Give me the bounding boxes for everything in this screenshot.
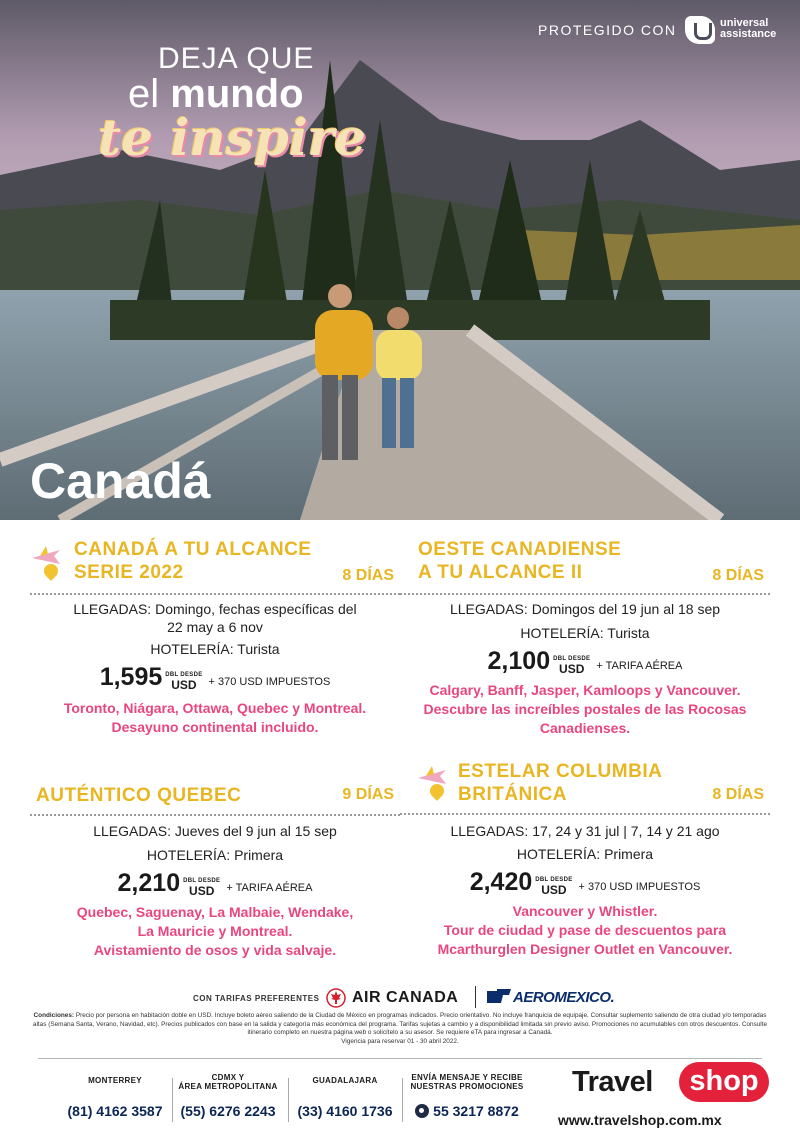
arrivals-line-2: 22 may a 6 nov — [167, 619, 263, 635]
hotel-label: HOTELERÍA: — [520, 625, 604, 641]
arrivals-text — [400, 822, 770, 840]
phone-number[interactable]: (33) 4160 1736 — [297, 1103, 393, 1119]
airline-separator — [475, 986, 476, 1008]
contact-label-line-1: MONTERREY — [88, 1076, 142, 1085]
destination-title: Canadá — [30, 453, 211, 509]
whatsapp-icon — [415, 1104, 429, 1118]
contact-monterrey[interactable] — [62, 1076, 168, 1119]
aeromexico-knight-icon — [487, 987, 513, 1005]
package-description — [30, 903, 400, 960]
contact-separator — [402, 1078, 403, 1122]
package-title-line-1: AUTÉNTICO QUEBEC — [36, 785, 242, 806]
divider — [30, 814, 400, 816]
whatsapp-number-text: 55 3217 8872 — [433, 1103, 519, 1119]
arrivals-line-1: 17, 24 y 31 jul | 7, 14 y 21 ago — [532, 823, 720, 839]
package-card-4[interactable] — [400, 760, 770, 960]
description-line: Toronto, Niágara, Ottawa, Quebec y Montreal. — [63, 700, 367, 716]
preferred-fares-label: CON TARIFAS PREFERENTES — [193, 994, 320, 1003]
description-line: Avistamiento de osos y vida salvaje. — [93, 942, 337, 958]
partner-line-1: universal — [720, 17, 769, 29]
package-days: 8 DÍAS — [712, 567, 764, 584]
hotel-category — [400, 845, 770, 863]
contact-label — [62, 1076, 168, 1096]
package-title — [418, 538, 621, 584]
tagline-line-2-bold: mundo — [170, 72, 304, 116]
package-days: 8 DÍAS — [712, 786, 764, 803]
package-description — [400, 902, 770, 959]
description-line: Quebec, Saguenay, La Malbaie, Wendake, — [76, 904, 354, 920]
divider — [400, 813, 770, 815]
package-title-line-2: A TU ALCANCE II — [418, 562, 583, 583]
description-line: La Mauricie y Montreal. — [137, 923, 293, 939]
package-days: 9 DÍAS — [342, 786, 394, 803]
contact-separator — [172, 1078, 173, 1122]
arrivals-line-1: Jueves del 9 jun al 15 sep — [174, 823, 337, 839]
hotel-label: HOTELERÍA: — [150, 641, 234, 657]
universal-assistance-wordmark — [720, 18, 790, 40]
currency-block — [553, 654, 590, 674]
currency: USD — [559, 662, 585, 676]
aeromexico-logo: AEROMEXICO. — [513, 989, 615, 1006]
contact-whatsapp[interactable] — [406, 1073, 528, 1119]
air-canada-maple-leaf-icon — [326, 988, 346, 1008]
hotel-category — [30, 846, 400, 864]
price-prefix: DBL DESDE — [183, 878, 221, 884]
package-card-2[interactable] — [400, 538, 770, 738]
arrivals-text — [30, 600, 400, 618]
tagline-line-3: te inspire — [98, 108, 366, 167]
package-card-1[interactable] — [30, 538, 400, 738]
price-extra: + 370 USD IMPUESTOS — [208, 676, 331, 688]
divider — [400, 593, 770, 595]
hotel-category — [30, 640, 400, 658]
hero-landscape-image — [0, 0, 800, 520]
price-value: 1,595 — [99, 663, 163, 691]
footer-divider — [38, 1058, 762, 1059]
universal-assistance-logo — [685, 16, 715, 44]
description-line: Tour de ciudad y pase de descuentos para — [443, 922, 727, 938]
protected-by-label: PROTEGIDO CON — [538, 22, 677, 38]
arrivals-line-1: Domingos del 19 jun al 18 sep — [531, 601, 721, 617]
conditions-label: Condiciones: — [33, 1012, 75, 1019]
logo-shop-badge: shop — [679, 1062, 769, 1102]
contact-guadalajara[interactable] — [292, 1076, 398, 1119]
description-line: Descubre las increíbles postales de las Rocosas — [423, 701, 747, 717]
price-row — [400, 869, 770, 895]
price-extra: + TARIFA AÉREA — [226, 882, 313, 894]
divider — [30, 593, 400, 595]
hotel-label: HOTELERÍA: — [516, 846, 601, 862]
hotel-label: HOTELERÍA: — [146, 847, 231, 863]
contact-separator — [288, 1078, 289, 1122]
hotel-value: Primera — [234, 847, 284, 863]
price-prefix: DBL DESDE — [535, 877, 573, 883]
contact-label-line-1: GUADALAJARA — [312, 1076, 378, 1085]
contact-label-line-1: ENVÍA MENSAJE Y RECIBE — [411, 1073, 523, 1082]
package-description — [400, 681, 770, 738]
price-prefix: DBL DESDE — [165, 672, 203, 678]
currency: USD — [541, 883, 567, 897]
price-value: 2,420 — [469, 868, 533, 896]
currency-block — [535, 875, 572, 895]
hotel-value: Primera — [604, 846, 654, 862]
package-title — [36, 784, 241, 807]
price-prefix: DBL DESDE — [553, 656, 591, 662]
contact-label-line-2: NUESTRAS PROMOCIONES — [410, 1082, 524, 1091]
contact-label-line-1: CDMX Y — [211, 1073, 245, 1082]
package-description — [30, 699, 400, 737]
package-title-line-2: SERIE 2022 — [74, 562, 184, 583]
tagline-line-1: DEJA QUE — [158, 42, 315, 75]
description-line: Calgary, Banff, Jasper, Kamloops y Vancouver. — [429, 682, 741, 698]
contact-cdmx[interactable] — [176, 1073, 280, 1119]
price-extra: + 370 USD IMPUESTOS — [578, 881, 701, 893]
validity-text: Vigencia para reservar 01 - 30 abril 2022. — [341, 1037, 459, 1045]
price-value: 2,210 — [117, 869, 181, 897]
contact-label — [406, 1073, 528, 1096]
package-title — [74, 538, 311, 584]
contact-label — [176, 1073, 280, 1096]
package-days: 8 DÍAS — [342, 567, 394, 584]
hero-banner — [0, 0, 800, 520]
currency: USD — [171, 678, 197, 692]
price-row — [400, 648, 770, 674]
hotel-value: Turista — [607, 625, 650, 641]
hotel-category — [400, 624, 770, 642]
description-line: Canadienses. — [539, 720, 631, 736]
arrivals-label: LLEGADAS: — [450, 823, 529, 839]
package-title-line-1: CANADÁ A TU ALCANCE — [74, 539, 312, 560]
contact-label — [292, 1076, 398, 1096]
currency: USD — [189, 884, 215, 898]
arrivals-label: LLEGADAS: — [449, 601, 528, 617]
partner-line-2: assistance — [720, 28, 777, 40]
phone-number[interactable]: (81) 4162 3587 — [67, 1103, 163, 1119]
price-extra: + TARIFA AÉREA — [596, 660, 683, 672]
description-line: Desayuno continental incluido. — [111, 719, 319, 735]
hotel-value: Turista — [237, 641, 280, 657]
phone-number[interactable]: (55) 6276 2243 — [180, 1103, 276, 1119]
arrivals-text — [30, 822, 400, 840]
price-row — [30, 664, 400, 690]
logo-travel-text: Travel — [572, 1066, 653, 1098]
tagline-line-2-prefix: el — [128, 72, 171, 116]
package-title — [458, 760, 662, 806]
arrivals-label: LLEGADAS: — [93, 823, 172, 839]
package-title-line-1: OESTE CANADIENSE — [418, 539, 622, 560]
currency-block — [183, 876, 220, 896]
currency-block — [165, 670, 202, 690]
price-row — [30, 870, 400, 896]
package-card-3[interactable] — [30, 784, 400, 964]
description-line: Mcarthurglen Designer Outlet en Vancouver. — [437, 941, 733, 957]
conditions-text: Precio por persona en habitación doble en USD. Incluye boleto aéreo saliendo de la Ciudad de México en programas indicados. Precio orientativo. No incluye franquicia de equipaje. Consultar suplemento saliendo de otra ciudad y/o temporadas altas (Semana Santa, Verano, Navidad, etc). Precios publicados con base en la salida y categoría más económica del programa. Tarifas sujetas a cambio y a disponibilidad limitada sin previo aviso. Promociones no acumulables con otros descuentos. Consulte itinerario completo en nuestra página web o solicítelo a su asesor. Se requiere eTA para ingresar a Canadá. — [32, 1012, 768, 1037]
air-canada-logo: AIR CANADA — [352, 989, 459, 1006]
arrivals-text — [400, 600, 770, 618]
package-title-line-2: BRITÁNICA — [458, 784, 567, 805]
arrivals-label: LLEGADAS: — [73, 601, 152, 617]
price-value: 2,100 — [487, 647, 551, 675]
description-line: Vancouver y Whistler. — [512, 903, 658, 919]
terms-and-conditions — [30, 1012, 770, 1046]
arrivals-line-1: Domingo, fechas específicas del — [155, 601, 357, 617]
whatsapp-number[interactable] — [406, 1103, 528, 1119]
website-link[interactable]: www.travelshop.com.mx — [558, 1112, 722, 1128]
contact-label-line-2: ÁREA METROPOLITANA — [178, 1082, 278, 1091]
package-title-line-1: ESTELAR COLUMBIA — [458, 761, 663, 782]
airline-partners — [0, 986, 800, 1010]
